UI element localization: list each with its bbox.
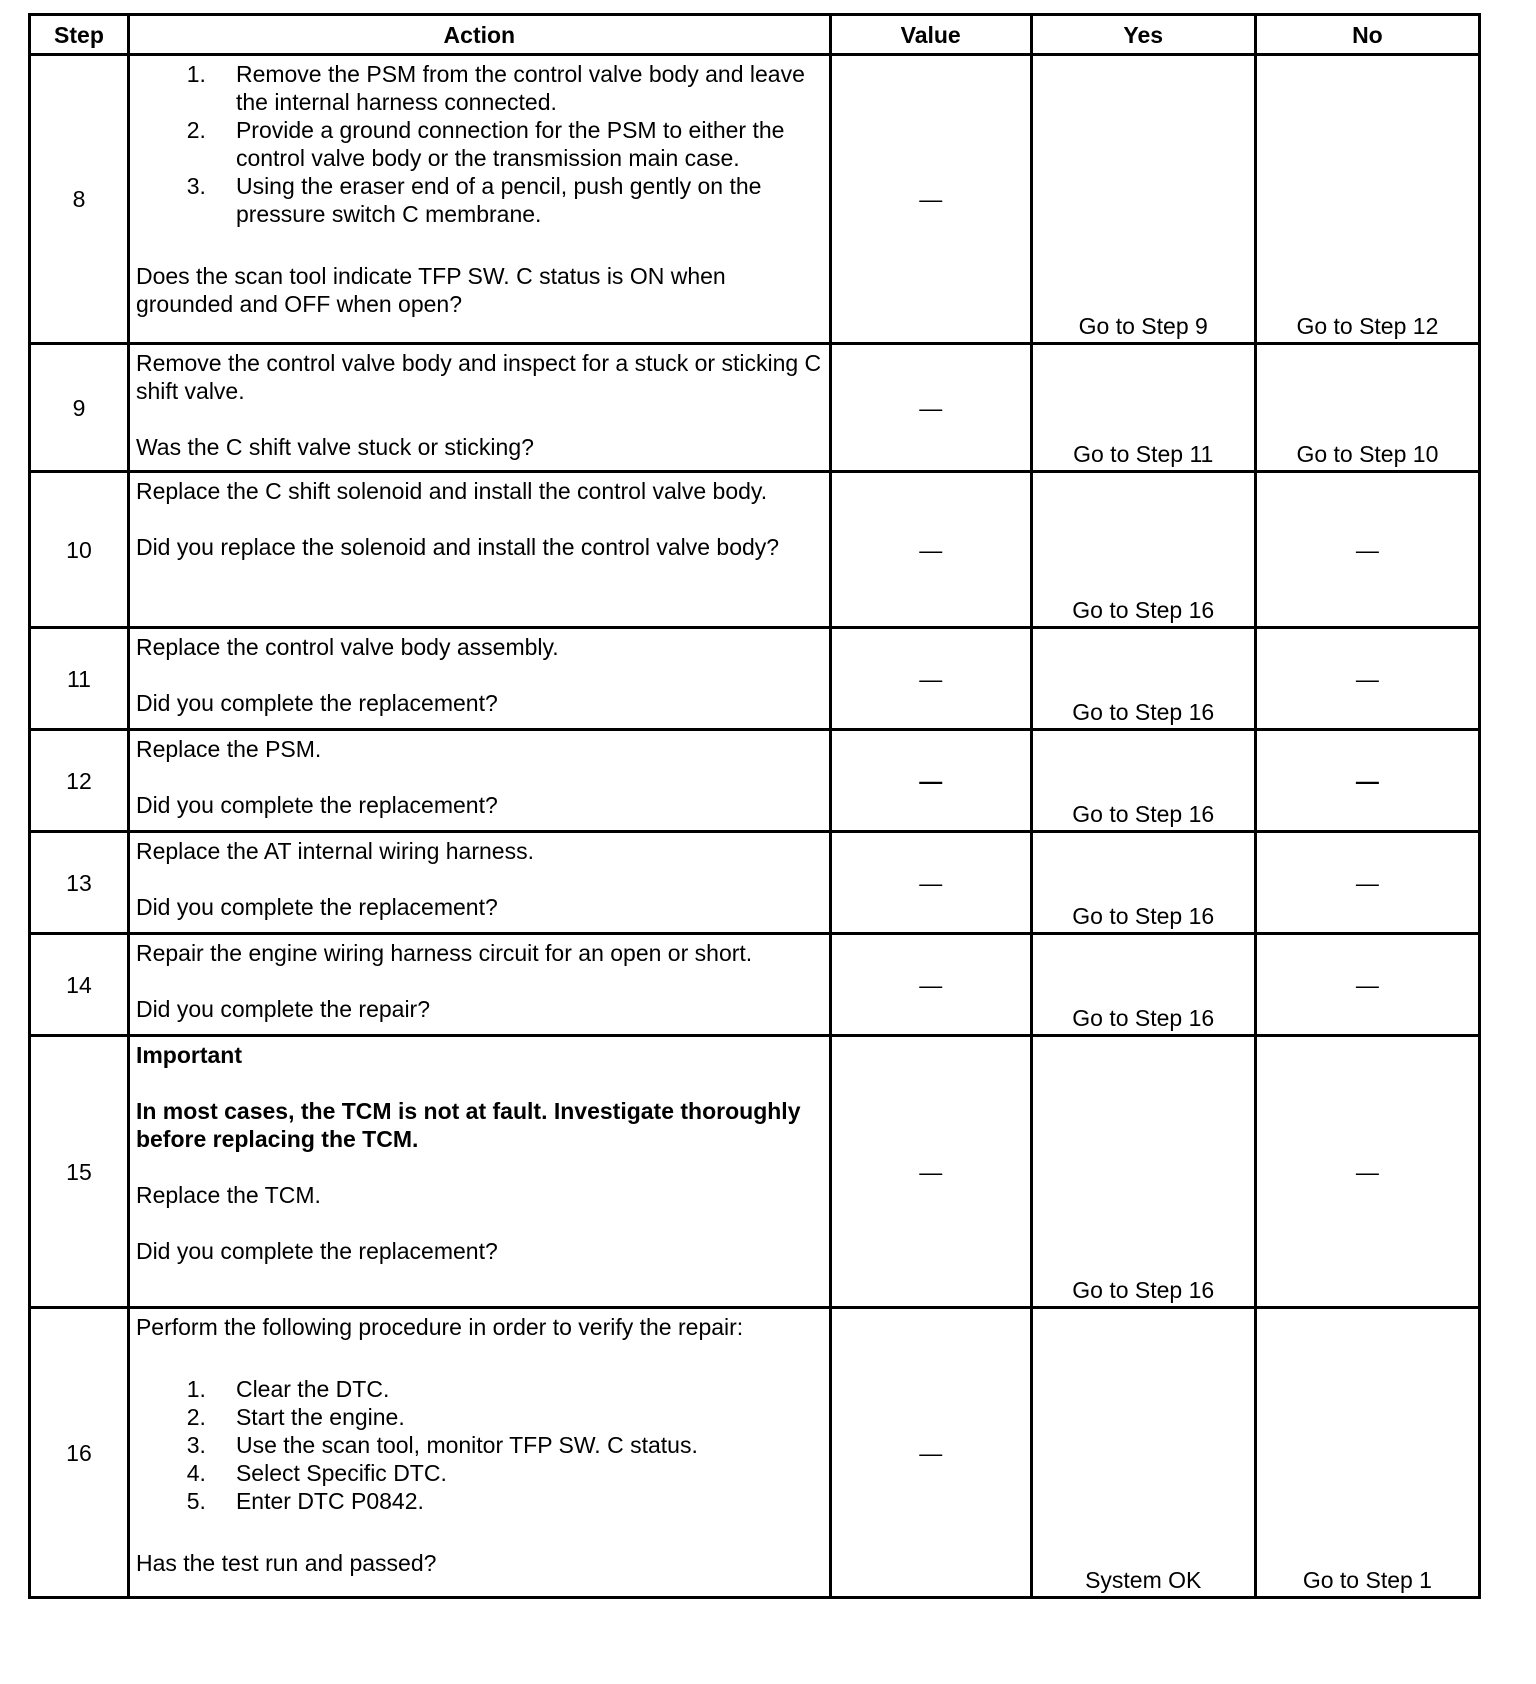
action-question: Did you complete the repair?: [135, 996, 431, 1022]
important-text: In most cases, the TCM is not at fault. Investigate thoroughly before replacing the TCM.: [135, 1098, 801, 1152]
action-question: Has the test run and passed?: [135, 1550, 437, 1576]
list-item: 3. Using the eraser end of a pencil, push gently on the pressure switch C membrane.: [186, 173, 762, 227]
value-cell: —: [830, 1036, 1031, 1308]
no-cell: —: [1255, 472, 1479, 628]
step-number: 9: [30, 344, 129, 472]
no-cell: [1255, 55, 1479, 344]
action-question: Does the scan tool indicate TFP SW. C status is ON when grounded and OFF when open?: [135, 263, 726, 317]
list-item: 1. Remove the PSM from the control valve body and leave the internal harness connected.: [186, 61, 805, 115]
yes-goto: Go to Step 16: [1072, 903, 1215, 929]
header-action: Action: [128, 15, 830, 55]
value-cell: —: [830, 344, 1031, 472]
list-item: 2. Provide a ground connection for the PSM to either the control valve body or the transmission main case.: [186, 117, 785, 171]
yes-cell: [1031, 628, 1255, 730]
value-cell: —: [830, 472, 1031, 628]
header-row: [30, 15, 1480, 55]
no-cell: —: [1255, 730, 1479, 832]
value-cell: —: [830, 934, 1031, 1036]
step-number: 12: [30, 730, 129, 832]
step-number: 16: [30, 1308, 129, 1598]
header-value: Value: [830, 15, 1031, 55]
yes-cell: [1031, 344, 1255, 472]
yes-goto: Go to Step 16: [1072, 597, 1215, 623]
yes-cell: [1031, 472, 1255, 628]
no-goto: Go to Step 10: [1296, 441, 1439, 467]
important-title: Important: [135, 1042, 243, 1068]
yes-cell: [1031, 934, 1255, 1036]
table-row-step-10: [30, 472, 1480, 628]
step-number: 14: [30, 934, 129, 1036]
action-cell: [128, 1308, 830, 1598]
yes-goto: Go to Step 11: [1073, 441, 1214, 467]
header-no: No: [1255, 15, 1479, 55]
no-cell: [1255, 344, 1479, 472]
no-cell: —: [1255, 832, 1479, 934]
action-cell: [128, 1036, 830, 1308]
step-number: 13: [30, 832, 129, 934]
action-cell: [128, 55, 830, 344]
action-cell: [128, 628, 830, 730]
no-goto: Go to Step 12: [1296, 313, 1439, 339]
action-text: Replace the AT internal wiring harness.: [135, 838, 534, 864]
value-cell: —: [830, 832, 1031, 934]
table-row-step-9: [30, 344, 1480, 472]
value-cell: —: [830, 730, 1031, 832]
yes-goto: Go to Step 16: [1072, 1277, 1215, 1303]
yes-goto: System OK: [1085, 1567, 1202, 1593]
action-text: Replace the PSM.: [135, 736, 322, 762]
procedure-list: [136, 1375, 823, 1515]
action-cell: [128, 832, 830, 934]
diagnostic-table: [28, 13, 1481, 1599]
no-cell: —: [1255, 934, 1479, 1036]
no-cell: —: [1255, 1036, 1479, 1308]
table-row-step-14: [30, 934, 1480, 1036]
table-row-step-13: [30, 832, 1480, 934]
action-cell: [128, 730, 830, 832]
action-text: Replace the control valve body assembly.: [135, 634, 559, 660]
value-cell: —: [830, 55, 1031, 344]
action-cell: [128, 934, 830, 1036]
yes-goto: Go to Step 16: [1072, 1005, 1215, 1031]
step-number: 11: [30, 628, 129, 730]
action-text: Repair the engine wiring harness circuit for an open or short.: [135, 940, 753, 966]
yes-cell: [1031, 730, 1255, 832]
header-step: Step: [30, 15, 129, 55]
table-row-step-11: [30, 628, 1480, 730]
yes-cell: [1031, 832, 1255, 934]
action-text: Remove the control valve body and inspect for a stuck or sticking C shift valve.: [135, 350, 822, 404]
action-question: Did you complete the replacement?: [135, 894, 498, 920]
no-cell: —: [1255, 628, 1479, 730]
list-item: 2. Start the engine.: [186, 1404, 405, 1430]
table-row-step-15: [30, 1036, 1480, 1308]
yes-goto: Go to Step 16: [1072, 699, 1215, 725]
action-question: Did you replace the solenoid and install the control valve body?: [135, 534, 780, 560]
list-item: 4. Select Specific DTC.: [186, 1460, 447, 1486]
procedure-list: [136, 60, 823, 228]
list-item: 5. Enter DTC P0842.: [186, 1488, 424, 1514]
value-cell: —: [830, 1308, 1031, 1598]
action-question: Did you complete the replacement?: [135, 792, 498, 818]
action-cell: [128, 344, 830, 472]
action-text: Replace the TCM.: [135, 1182, 321, 1208]
step-number: 10: [30, 472, 129, 628]
action-question: Did you complete the replacement?: [135, 1238, 498, 1264]
action-cell: [128, 472, 830, 628]
step-number: 15: [30, 1036, 129, 1308]
header-yes: Yes: [1031, 15, 1255, 55]
action-text: Replace the C shift solenoid and install the control valve body.: [135, 478, 768, 504]
yes-cell: [1031, 1308, 1255, 1598]
yes-goto: Go to Step 16: [1072, 801, 1215, 827]
yes-cell: [1031, 55, 1255, 344]
action-question: Did you complete the replacement?: [135, 690, 498, 716]
no-cell: [1255, 1308, 1479, 1598]
table-row-step-12: [30, 730, 1480, 832]
yes-goto: Go to Step 9: [1078, 313, 1208, 339]
action-question: Was the C shift valve stuck or sticking?: [135, 434, 534, 460]
no-goto: Go to Step 1: [1302, 1567, 1432, 1593]
table-row-step-8: [30, 55, 1480, 344]
action-text: Perform the following procedure in order to verify the repair:: [135, 1314, 744, 1340]
value-cell: —: [830, 628, 1031, 730]
list-item: 3. Use the scan tool, monitor TFP SW. C status.: [186, 1432, 698, 1458]
yes-cell: [1031, 1036, 1255, 1308]
table-row-step-16: [30, 1308, 1480, 1598]
list-item: 1. Clear the DTC.: [186, 1376, 390, 1402]
step-number: 8: [30, 55, 129, 344]
